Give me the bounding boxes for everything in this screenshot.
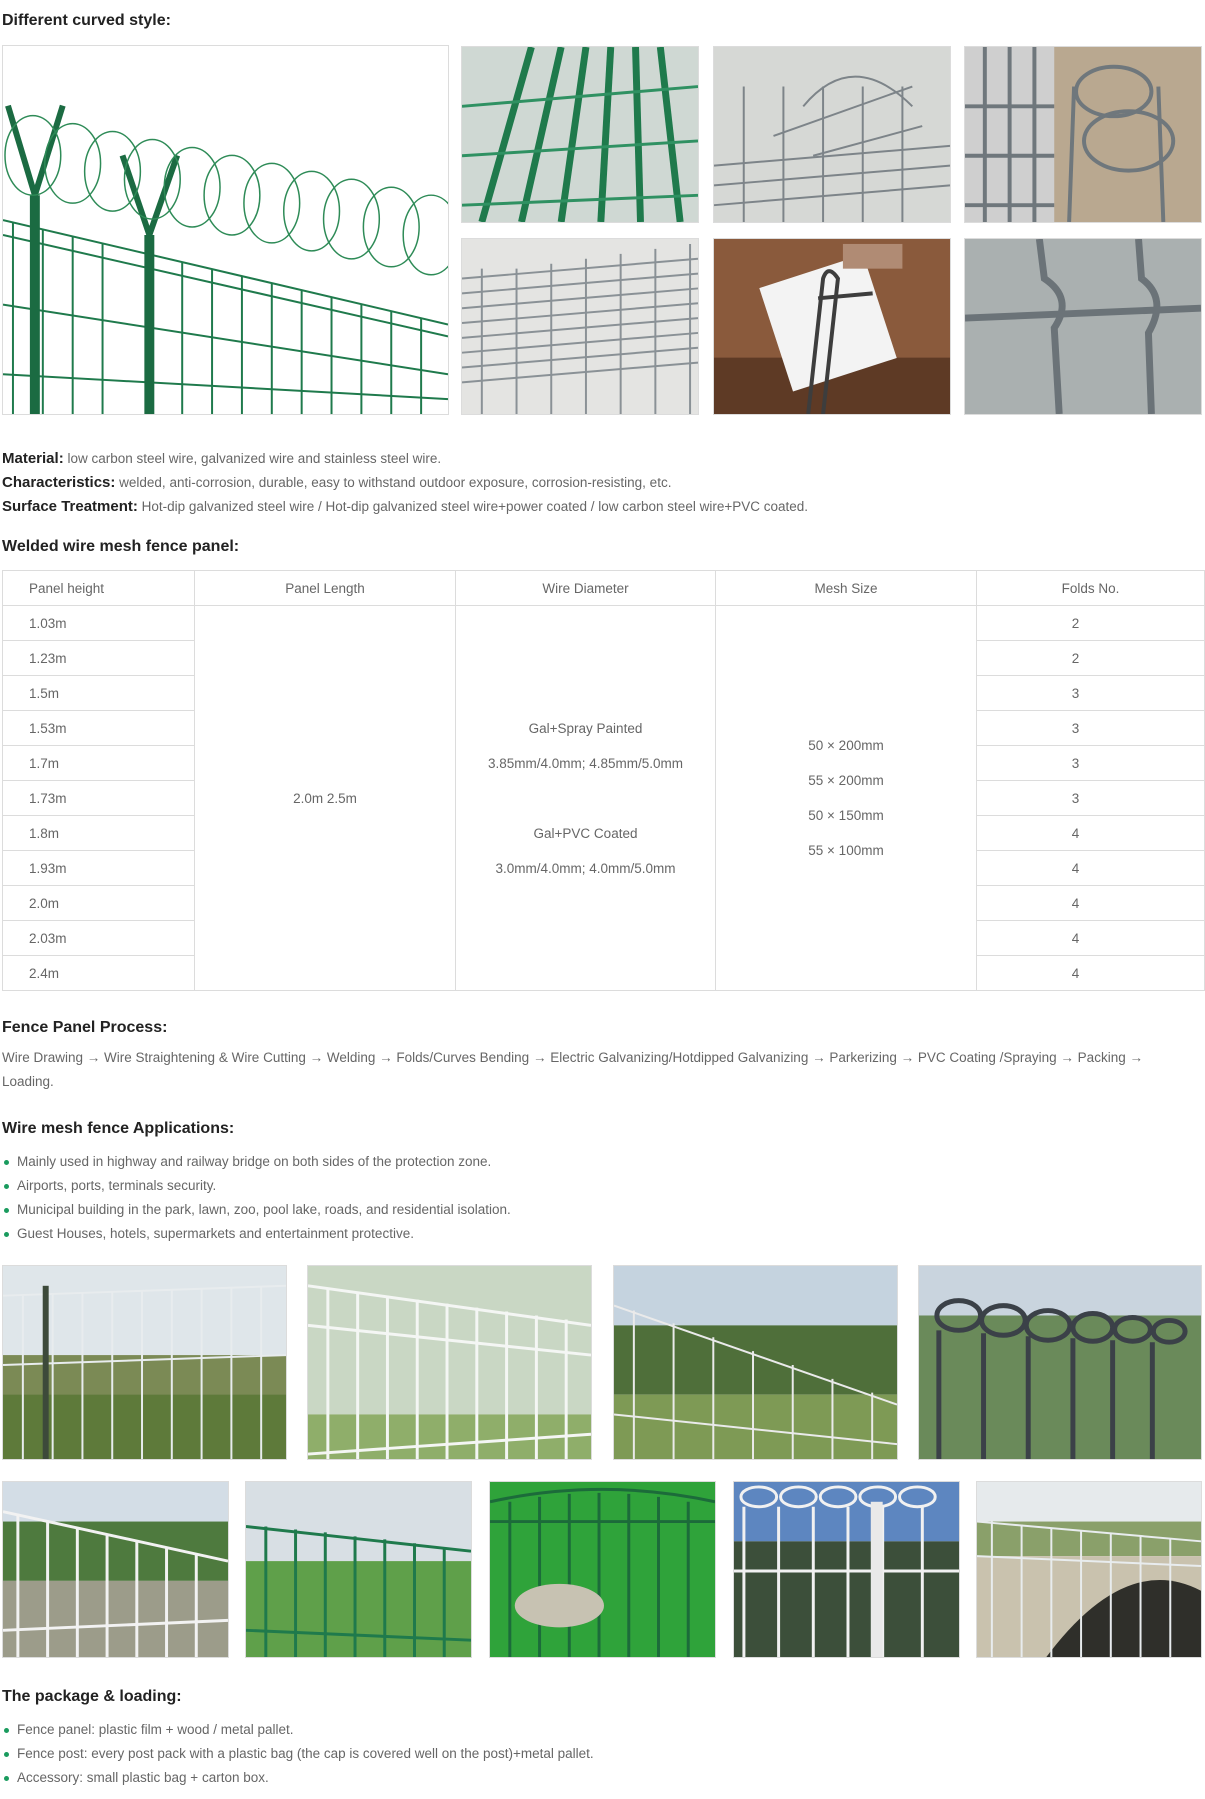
bullet-icon [4,1752,9,1757]
height-cell: 1.7m [3,746,195,781]
folds-cell: 3 [977,711,1205,746]
application-photo-hill-fence [2,1481,229,1658]
header-folds-no: Folds No. [977,571,1205,606]
application-photo-lawn-fence [489,1481,716,1658]
wire-diameter-cell [456,606,716,991]
surface-treatment-label: Surface Treatment: [2,498,138,515]
bullet-icon [4,1728,9,1733]
height-cell: 1.93m [3,851,195,886]
height-cell: 1.5m [3,676,195,711]
list-item: Fence post: every post pack with a plastic bag (the cap is covered well on the post)+metal pallet. [2,1742,594,1766]
curved-style-heading: Different curved style: [2,12,171,29]
table-row [3,606,1205,641]
package-list [2,1718,594,1790]
pvc-coated-values: 3.0mm/4.0mm; 4.0mm/5.0mm [495,860,676,876]
height-cell: 2.4m [3,956,195,991]
application-photo-green-garden-fence [245,1481,472,1658]
application-photo-white-fence [307,1265,592,1460]
folds-cell: 3 [977,676,1205,711]
characteristics-label: Characteristics: [2,474,116,491]
bullet-icon [4,1232,9,1237]
height-cell: 1.8m [3,816,195,851]
process-heading: Fence Panel Process: [2,1019,168,1036]
fence-clip-sample-image [713,238,951,415]
characteristics-line [2,474,671,491]
header-mesh-size: Mesh Size [716,571,977,606]
panel-length-cell: 2.0m 2.5m [195,606,456,991]
header-panel-length: Panel Length [195,571,456,606]
application-photo-bridge-fence [976,1481,1202,1658]
list-item: Municipal building in the park, lawn, zoo, pool lake, roads, and residential isolation. [2,1198,511,1222]
mesh-size-item: 50 × 200mm [808,738,884,753]
bullet-icon [4,1208,9,1213]
bullet-icon [4,1776,9,1781]
mesh-size-cell [716,606,977,991]
surface-treatment-line [2,498,808,515]
list-item: Airports, ports, terminals security. [2,1174,511,1198]
height-cell: 2.0m [3,886,195,921]
mesh-size-item: 50 × 150mm [808,808,884,823]
galvanized-wire-basket-image [713,46,951,223]
folds-cell: 4 [977,886,1205,921]
application-photo-dark-loop-fence [918,1265,1202,1460]
list-item: Accessory: small plastic bag + carton box. [2,1766,594,1790]
folds-cell: 2 [977,641,1205,676]
panel-table-heading: Welded wire mesh fence panel: [2,538,240,555]
height-cell: 1.03m [3,606,195,641]
height-cell: 1.23m [3,641,195,676]
curved-wire-closeup-image [964,238,1202,415]
application-photo-white-loop-fence [733,1481,960,1658]
height-cell: 1.53m [3,711,195,746]
applications-list [2,1150,511,1246]
folds-cell: 4 [977,816,1205,851]
galvanized-panels-stack-image [461,238,699,415]
panel-spec-table [2,570,1205,991]
spray-painted-values: 3.85mm/4.0mm; 4.85mm/5.0mm [487,755,684,771]
list-item: Guest Houses, hotels, supermarkets and entertainment protective. [2,1222,511,1246]
folds-cell: 2 [977,606,1205,641]
list-item: Mainly used in highway and railway bridge on both sides of the protection zone. [2,1150,511,1174]
mesh-size-item: 55 × 200mm [808,773,884,788]
process-text: Wire Drawing → Wire Straightening & Wire Cutting → Welding → Folds/Curves Bending → Electric Galvanizing/Hotdipped Galvanizing → Parkerizing → PVC Coating /Spraying → Packing → Loading. [2,1050,1143,1089]
applications-heading: Wire mesh fence Applications: [2,1120,235,1137]
height-cell: 1.73m [3,781,195,816]
folds-cell: 4 [977,956,1205,991]
application-photo-trees [613,1265,898,1460]
list-item: Fence panel: plastic film + wood / metal pallet. [2,1718,594,1742]
material-label: Material: [2,450,64,467]
folds-cell: 3 [977,781,1205,816]
loop-top-fence-closeup-image [964,46,1202,223]
header-panel-height: Panel height [3,571,195,606]
material-line [2,450,441,467]
package-heading: The package & loading: [2,1688,182,1705]
mesh-size-item: 55 × 100mm [808,843,884,858]
table-header-row [3,571,1205,606]
bullet-icon [4,1184,9,1189]
height-cell: 2.03m [3,921,195,956]
green-fence-razor-wire-image [2,45,449,415]
bullet-icon [4,1160,9,1165]
pvc-coated-title: Gal+PVC Coated [533,825,638,841]
folds-cell: 4 [977,921,1205,956]
surface-treatment-value: Hot-dip galvanized steel wire / Hot-dip galvanized steel wire+power coated / low carbon steel wire+PVC coated. [141,499,809,514]
application-photo-field [2,1265,287,1460]
folds-cell: 3 [977,746,1205,781]
green-panels-stack-image [461,46,699,223]
material-value: low carbon steel wire, galvanized wire and stainless steel wire. [67,451,442,466]
spray-painted-title: Gal+Spray Painted [528,720,643,736]
folds-cell: 4 [977,851,1205,886]
characteristics-value: welded, anti-corrosion, durable, easy to withstand outdoor exposure, corrosion-resisting, etc. [119,475,672,490]
header-wire-diameter: Wire Diameter [456,571,716,606]
